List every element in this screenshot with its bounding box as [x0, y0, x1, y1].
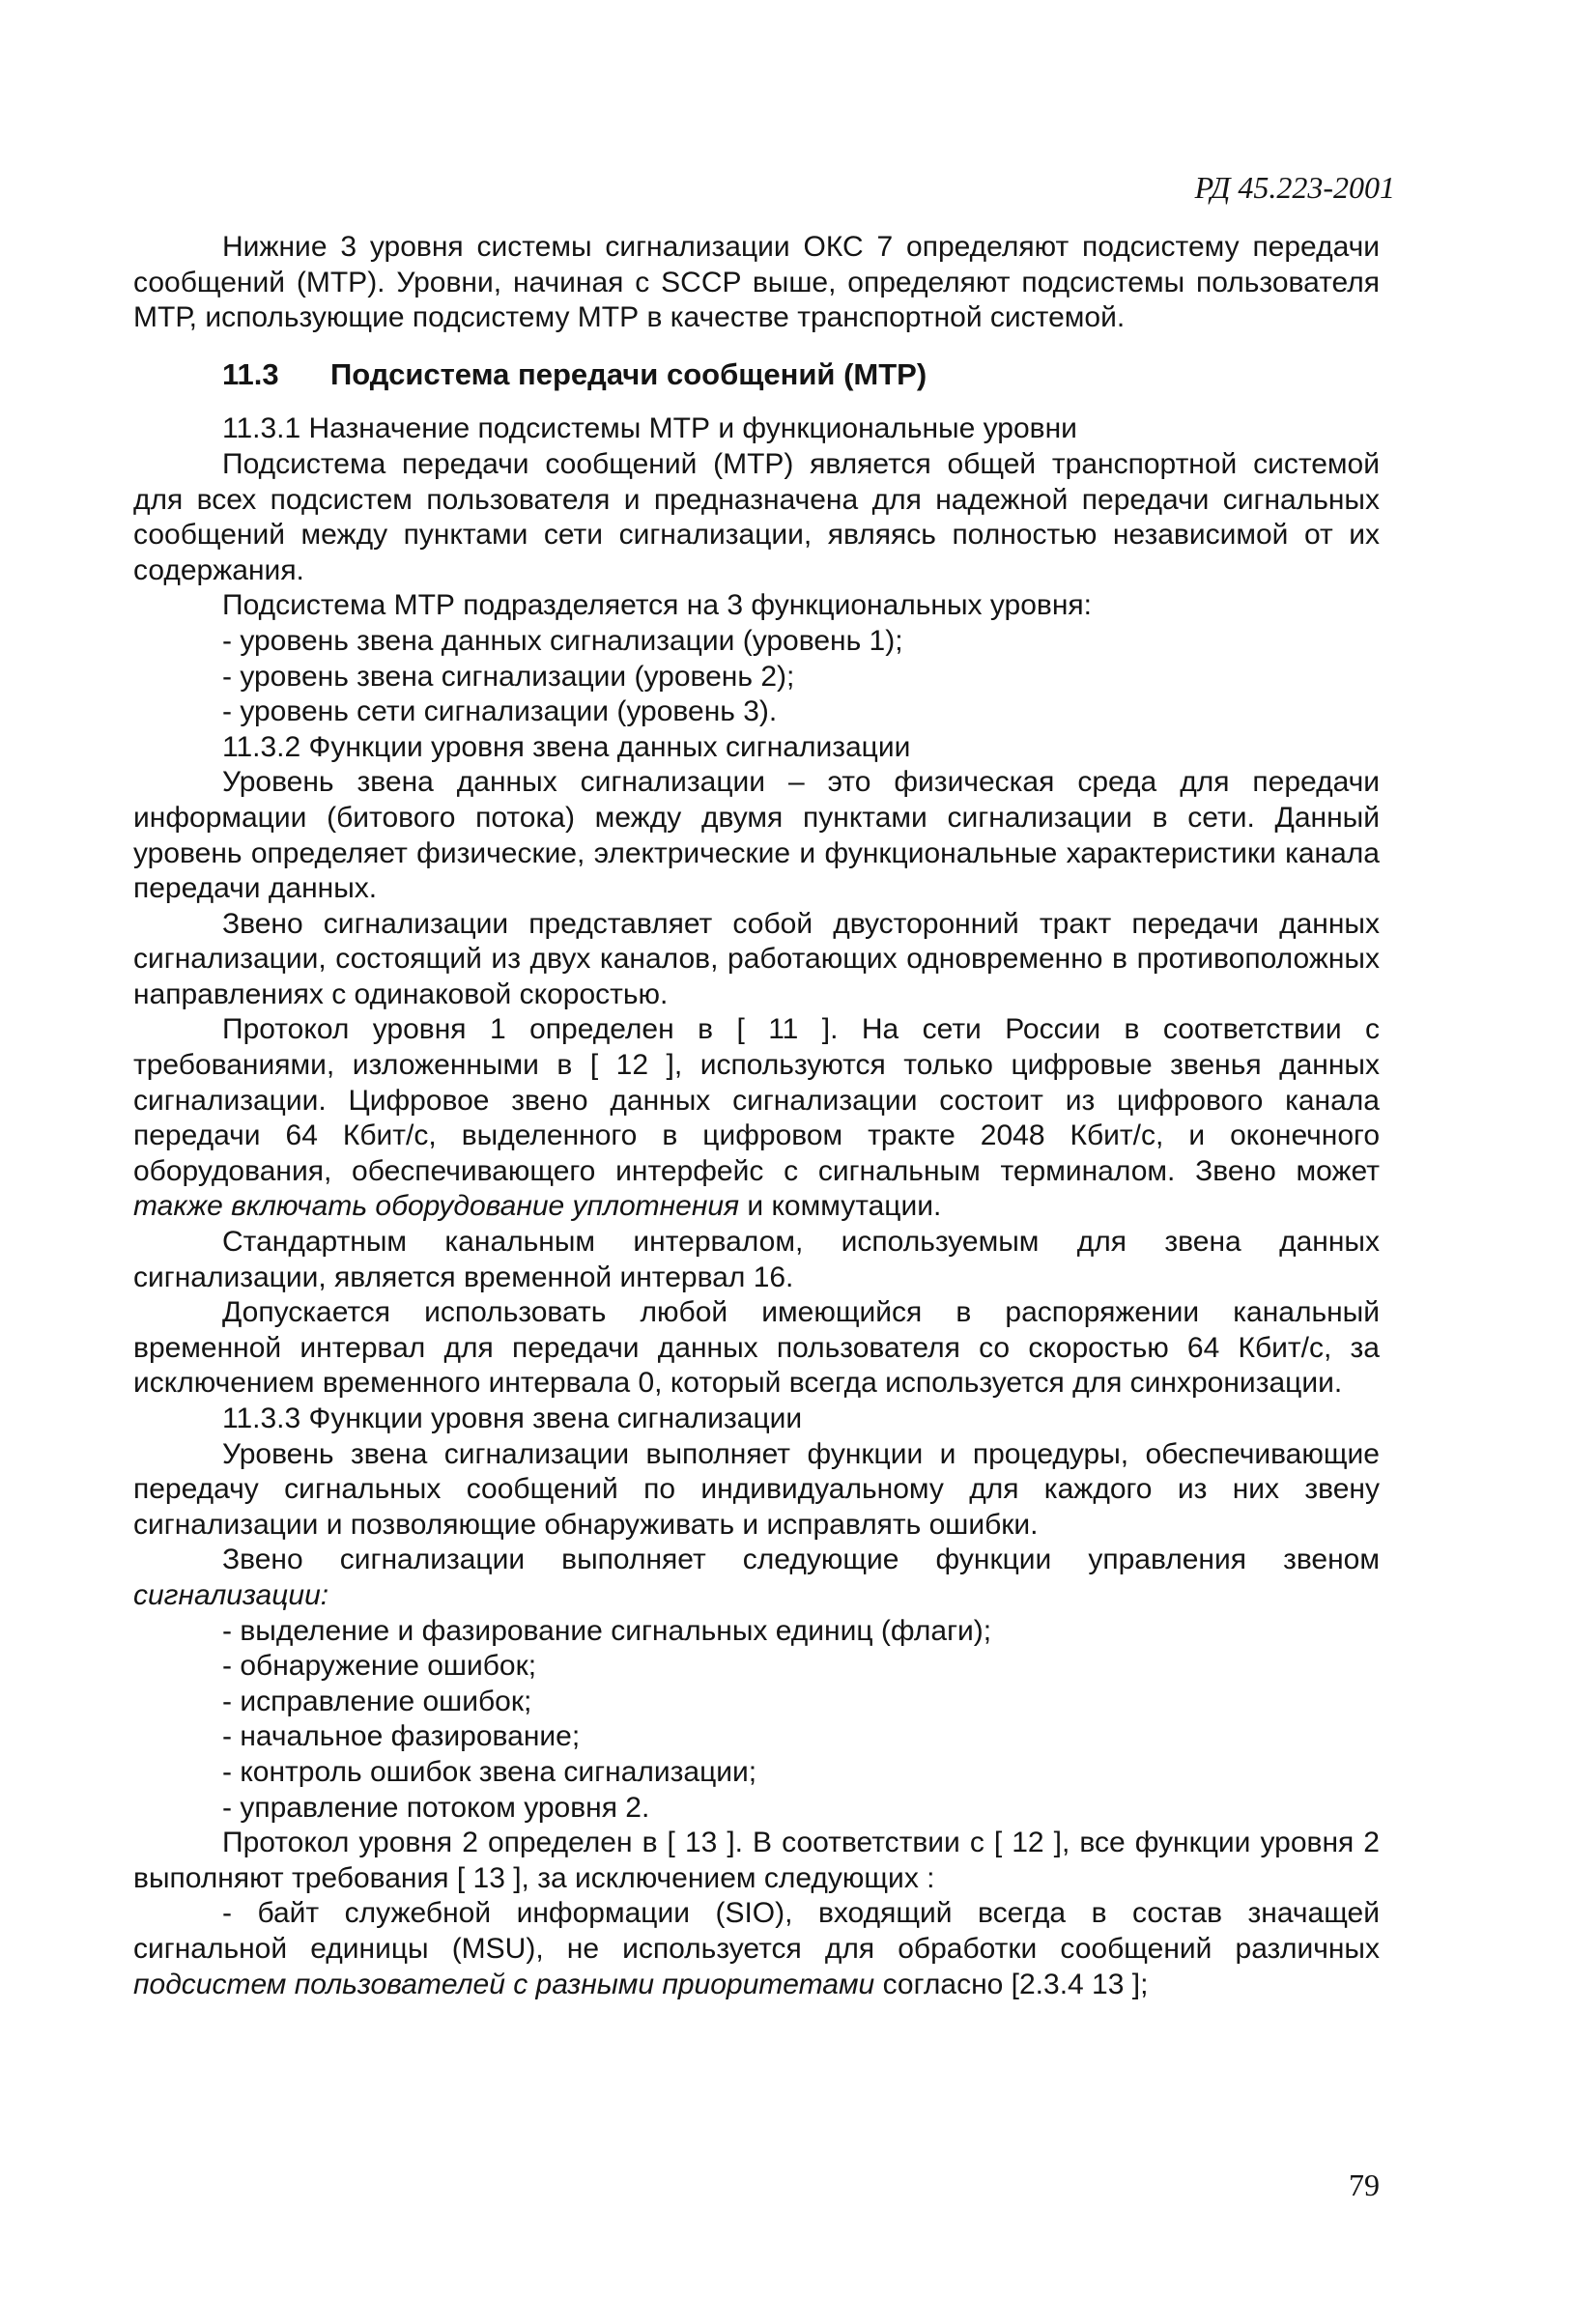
text-run: - байт служебной информации (SIO), входящий всегда в состав значащей сигнальной единицы (MSU), не используется для обработки сообщений различных	[133, 1897, 1380, 1965]
subsection-heading-11-3-2: 11.3.2 Функции уровня звена данных сигнализации	[222, 730, 911, 763]
paragraph: Уровень звена сигнализации выполняет функции и процедуры, обеспечивающие передачу сигнальных сообщений по индивидуальному для каждого из них звену сигнализации и позволяющие обнаруживать и исправлять ошибки.	[133, 1437, 1380, 1541]
paragraph: Подсистема передачи сообщений (МТР) является общей транспортной системой для всех подсистем пользователя и предназначена для надежной передачи сигнальных сообщений между пунктами сети сигнализации, являясь полностью независимой от их содержания.	[133, 447, 1380, 586]
italic-run: также включать оборудование уплотнения	[133, 1190, 740, 1223]
subsection-heading-11-3-3: 11.3.3 Функции уровня звена сигнализации	[222, 1403, 803, 1434]
italic-run: подсистем пользователей с разными приоритетами	[133, 1968, 875, 2000]
intro-paragraph: Нижние 3 уровня системы сигнализации ОКС 7 определяют подсистему передачи сообщений (МТР). Уровни, начиная с SCCP выше, определяют подсистемы пользователя МТР, использующие подсистему МТР в качестве транспортной системой.	[133, 231, 1380, 334]
list-item: - уровень звена сигнализации (уровень 2);	[222, 660, 795, 693]
document-code: РД 45.223-2001	[1194, 170, 1395, 205]
paragraph: Допускается использовать любой имеющийся в распоряжении канальный временной интервал для передачи данных пользователя со скоростью 64 Кбит/с, за исключением временного интервала 0, который всегда используется для синхронизации.	[133, 1296, 1380, 1400]
text-run: согласно [2.3.4 13 ];	[874, 1968, 1149, 2000]
section-number: 11.3	[222, 356, 279, 391]
text-run: Протокол уровня 1 определен в [ 11 ]. На сети России в соответствии с требованиями, изложенными в [ 12 ], используются только цифровые звенья данных сигнализации. Цифровое звено данных сигнализации состоит из цифрового канала передачи 64 Кбит/с, выделенного в цифровом тракте 2048 Кбит/с, и оконечного оборудования, обеспечивающего интерфейс с сигнальным терминалом. Звено может	[133, 1013, 1380, 1187]
subsection-heading-11-3-1: 11.3.1 Назначение подсистемы МТР и функциональные уровни	[222, 412, 1077, 445]
page-number: 79	[1349, 2168, 1380, 2202]
list-item: - уровень сети сигнализации (уровень 3).	[222, 695, 778, 728]
paragraph: Протокол уровня 2 определен в [ 13 ]. В соответствии с [ 12 ], все функции уровня 2 выполняют требования [ 13 ], за исключением следующих :	[133, 1827, 1380, 1894]
italic-run: сигнализации:	[133, 1578, 329, 1611]
section-heading	[133, 357, 1380, 393]
paragraph	[133, 1896, 1380, 2002]
page-content	[133, 230, 1380, 2002]
list-item: - управление потоком уровня 2.	[222, 1791, 650, 1824]
paragraph: Стандартным канальным интервалом, используемым для звена данных сигнализации, является временной интервал 16.	[133, 1226, 1380, 1293]
paragraph: Уровень звена данных сигнализации – это физическая среда для передачи информации (битового потока) между двумя пунктами сигнализации в сети. Данный уровень определяет физические, электрические и функциональные характеристики канала передачи данных.	[133, 766, 1380, 905]
section-title: Подсистема передачи сообщений (МТР)	[330, 356, 927, 391]
text-run: и коммутации.	[739, 1190, 942, 1223]
paragraph	[133, 1012, 1380, 1225]
list-item: - обнаружение ошибок;	[222, 1650, 537, 1683]
list-item: - начальное фазирование;	[222, 1720, 581, 1753]
list-item: - контроль ошибок звена сигнализации;	[222, 1755, 757, 1788]
paragraph: Подсистема МТР подразделяется на 3 функциональных уровня:	[222, 589, 1092, 622]
list-item: - выделение и фазирование сигнальных единиц (флаги);	[222, 1614, 992, 1647]
list-item: - исправление ошибок;	[222, 1685, 532, 1717]
list-item: - уровень звена данных сигнализации (уровень 1);	[222, 624, 903, 657]
paragraph	[133, 1543, 1380, 1613]
paragraph: Звено сигнализации представляет собой двусторонний тракт передачи данных сигнализации, состоящий из двух каналов, работающих одновременно в противоположных направлениях с одинаковой скоростью.	[133, 907, 1380, 1010]
text-run: Звено сигнализации выполняет следующие функции управления звеном	[222, 1544, 1380, 1576]
